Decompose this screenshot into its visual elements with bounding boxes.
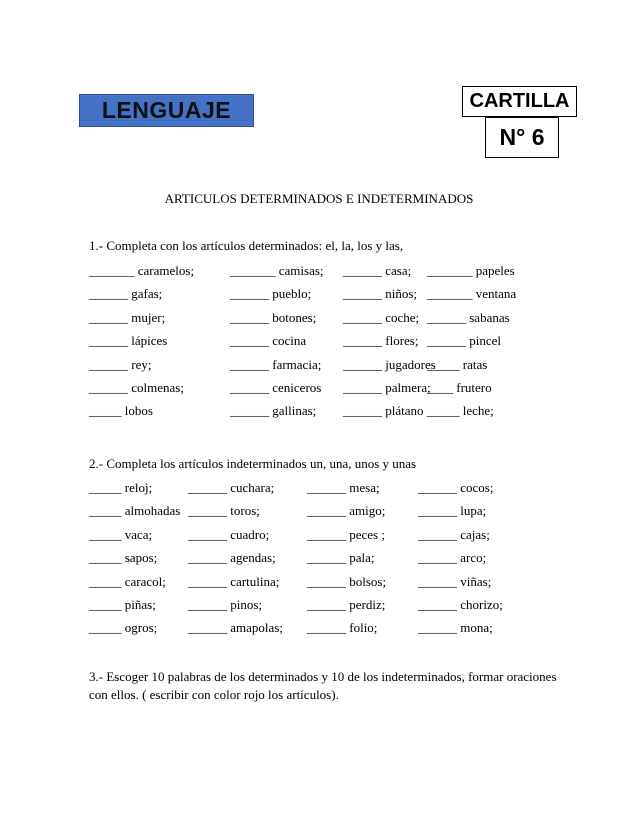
exercise-item: ______ bolsos;	[307, 574, 387, 589]
exercise-item: ______ mesa;	[307, 480, 380, 495]
exercise-item: ______ coche;	[343, 310, 420, 325]
exercise-item: ______ chorizo;	[418, 597, 503, 612]
exercise-item: ______ lupa;	[418, 503, 487, 518]
exercise-item: _____ piñas;	[89, 597, 156, 612]
exercise-row	[0, 597, 638, 615]
exercise-item: _____ reloj;	[89, 480, 153, 495]
exercise-item: ______ amapolas;	[188, 620, 283, 635]
exercise-item: ______ cocina	[230, 333, 307, 348]
exercise-item: ______ cuchara;	[188, 480, 275, 495]
exercise-item: _____ ratas	[427, 357, 488, 372]
exercise-item: ______ pueblo;	[230, 286, 312, 301]
exercise-item: ______ pinos;	[188, 597, 263, 612]
exercise-item: ______ casa;	[343, 263, 412, 278]
exercise-item: ______ agendas;	[188, 550, 276, 565]
exercise-item: ______ gafas;	[89, 286, 163, 301]
exercise-row	[0, 310, 638, 328]
exercise-item: ______ colmenas;	[89, 380, 184, 395]
exercise-item: _______ ventana	[427, 286, 517, 301]
exercise-row	[0, 480, 638, 498]
exercise-row	[0, 620, 638, 638]
exercise-item: _____ leche;	[427, 403, 494, 418]
exercise-item: ______ pincel	[427, 333, 502, 348]
exercise-item: ______ cartulina;	[188, 574, 280, 589]
exercise-item: _____ caracol;	[89, 574, 166, 589]
exercise-item: ______ folio;	[307, 620, 378, 635]
exercise-item: ______ perdiz;	[307, 597, 386, 612]
section2-instruction: 2.- Completa los artículos indeterminados un, una, unos y unas	[89, 456, 417, 471]
exercise-item: _______ camisas;	[230, 263, 324, 278]
exercise-row	[0, 333, 638, 351]
document-title: ARTICULOS DETERMINADOS E INDETERMINADOS	[164, 191, 474, 206]
exercise-item: _______ caramelos;	[89, 263, 195, 278]
exercise-item: ______ mona;	[418, 620, 493, 635]
exercise-item: _______ papeles	[427, 263, 515, 278]
exercise-row	[0, 380, 638, 398]
exercise-row	[0, 263, 638, 281]
exercise-item: ______ arco;	[418, 550, 487, 565]
exercise-item: ______ cuadro;	[188, 527, 270, 542]
exercise-row	[0, 503, 638, 521]
exercise-row	[0, 574, 638, 592]
exercise-item: ______ mujer;	[89, 310, 166, 325]
exercise-row	[0, 357, 638, 375]
exercise-item: ______ viñas;	[418, 574, 492, 589]
exercise-row	[0, 403, 638, 421]
exercise-item: ______ peces ;	[307, 527, 385, 542]
cartilla-label: CARTILLA	[462, 86, 577, 117]
exercise-item: ______ plátano	[343, 403, 424, 418]
exercise-item: ______ cocos;	[418, 480, 494, 495]
section1-instruction: 1.- Completa con los artículos determinados: el, la, los y las,	[89, 238, 404, 253]
exercise-item: ______ sabanas	[427, 310, 510, 325]
exercise-item: ______ farmacia;	[230, 357, 322, 372]
exercise-item: _____ vaca;	[89, 527, 153, 542]
exercise-item: _____ ogros;	[89, 620, 158, 635]
exercise-item: ______ lápices	[89, 333, 168, 348]
exercise-item: ______ toros;	[188, 503, 260, 518]
exercise-row	[0, 550, 638, 568]
exercise-item: _____ sapos;	[89, 550, 158, 565]
section3-line2: con ellos. ( escribir con color rojo los artículos).	[89, 687, 339, 702]
exercise-item: ______ palmera;	[343, 380, 431, 395]
exercise-item: ______ flores;	[343, 333, 419, 348]
exercise-item: ______ botones;	[230, 310, 317, 325]
exercise-item: ______ cajas;	[418, 527, 490, 542]
exercise-item: ______ rey;	[89, 357, 152, 372]
exercise-item: _____ almohadas	[89, 503, 181, 518]
exercise-item: ______ niños;	[343, 286, 418, 301]
cartilla-number: N° 6	[485, 117, 559, 158]
exercise-item: ____ frutero	[427, 380, 492, 395]
exercise-row	[0, 527, 638, 545]
exercise-item: ______ jugadores	[343, 357, 436, 372]
exercise-row	[0, 286, 638, 304]
section3-line1: 3.- Escoger 10 palabras de los determinados y 10 de los indeterminados, formar oraciones	[89, 669, 557, 684]
exercise-item: ______ ceniceros	[230, 380, 322, 395]
exercise-item: ______ amigo;	[307, 503, 386, 518]
exercise-item: _____ lobos	[89, 403, 153, 418]
subject-banner: LENGUAJE	[79, 94, 254, 127]
exercise-item: ______ gallinas;	[230, 403, 317, 418]
exercise-item: ______ pala;	[307, 550, 375, 565]
